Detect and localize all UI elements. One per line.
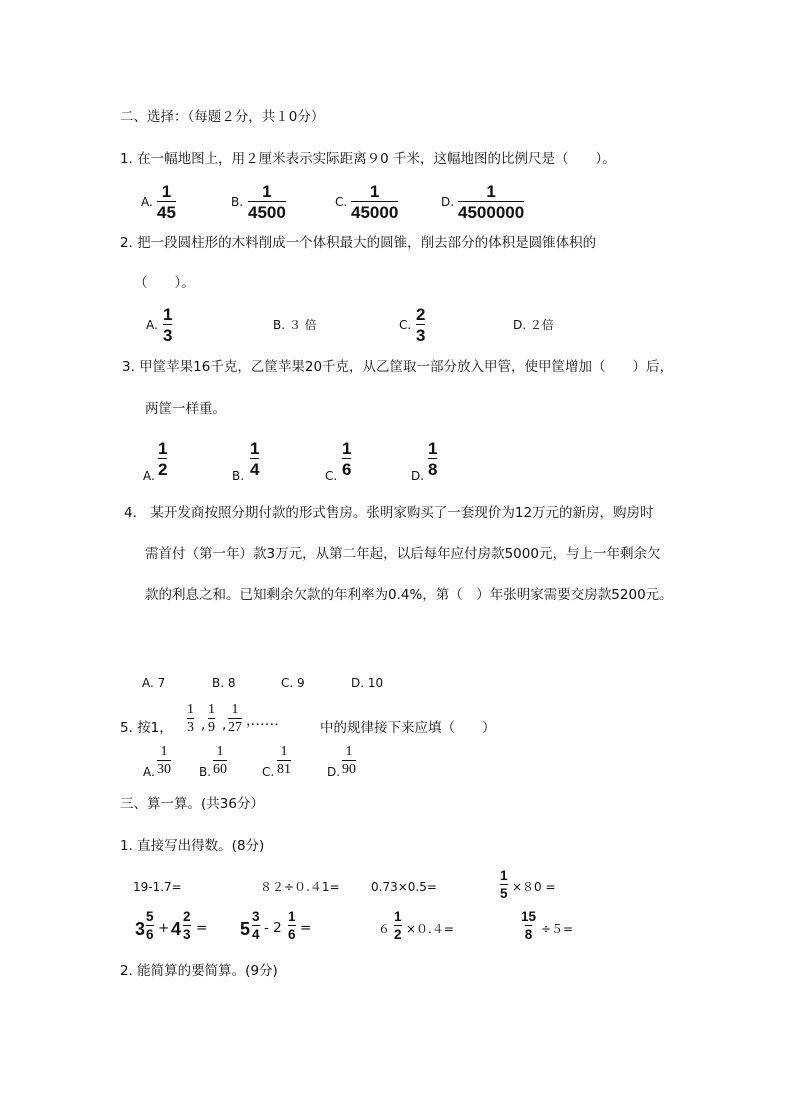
denominator: 2: [394, 926, 402, 942]
q2-option-c-label: C.: [399, 318, 412, 332]
expression-7-fraction: [393, 910, 403, 941]
question-3-stem-line-1: 3. 甲筐苹果16千克，乙筐苹果20千克，从乙筐取一部分放入甲管，使甲筐增加（ ）后，: [122, 359, 674, 375]
expression-5-equals: =: [196, 920, 208, 936]
q4-option-c: C. 9: [281, 676, 305, 690]
denominator: 45000: [351, 203, 399, 222]
numerator: 2: [416, 305, 426, 324]
q3-option-a-fraction: [157, 440, 168, 478]
numerator: 1: [231, 702, 239, 717]
denominator: 81: [277, 762, 291, 777]
expression-6-operator: - 2: [264, 920, 282, 936]
q4-option-b: B. 8: [212, 676, 236, 690]
q5-option-a-fraction: [157, 745, 171, 777]
expression-5-whole-1: 3: [135, 919, 146, 939]
denominator: 27: [228, 720, 242, 735]
denominator: 60: [213, 762, 227, 777]
expression-6-fraction-2: [287, 910, 297, 941]
question-5-stem-end: 中的规律接下来应填（ ）: [320, 720, 496, 736]
denominator: 4500: [248, 203, 286, 222]
denominator: 2: [158, 460, 168, 479]
q5-option-d-label: D.: [327, 765, 341, 779]
q5-option-d-fraction: [342, 745, 356, 777]
q1-option-b-fraction: [248, 183, 286, 221]
q2-option-b: B. ３ 倍: [273, 318, 317, 332]
numerator: 5: [146, 909, 154, 924]
expression-4-tail: ×８0 =: [512, 880, 556, 894]
numerator: 1: [208, 702, 215, 717]
q3-option-c-fraction: [341, 440, 352, 478]
q1-option-a-fraction: [157, 183, 176, 221]
numerator: 1: [250, 439, 260, 458]
sequence-separator: ,: [222, 717, 227, 733]
expression-2: ８２÷０.４1=: [260, 880, 340, 894]
denominator: 3: [187, 720, 194, 735]
expression-5-fraction-2: [182, 910, 192, 941]
numerator: 1: [500, 868, 508, 883]
section-3-heading: 三、算一算。(共36分）: [120, 796, 264, 812]
denominator: 3: [163, 326, 173, 345]
expression-7-whole: ６: [378, 922, 391, 936]
q2-option-c-fraction: [415, 306, 426, 344]
question-4-stem-line-3: 款的利息之和。已知剩余欠款的年利率为0.4%，第（ ）年张明家需要交房款5200元。: [145, 587, 673, 603]
denominator: 5: [500, 885, 508, 901]
numerator: 1: [160, 744, 168, 759]
q5-option-b-fraction: [213, 745, 227, 777]
q1-option-d-fraction: [458, 183, 524, 221]
q2-option-a-fraction: [162, 306, 173, 344]
part-1-title: 1. 直接写出得数。(8分): [120, 838, 265, 854]
q5-option-a-label: A.: [143, 765, 155, 779]
denominator: 8: [428, 460, 438, 479]
sequence-term-2: [207, 703, 216, 735]
question-2-stem-line-2: （ ）。: [134, 275, 195, 291]
expression-5-whole-2: 4: [171, 919, 182, 939]
q3-option-b-label: B.: [232, 469, 245, 483]
q5-option-c-fraction: [277, 745, 291, 777]
denominator: 3: [416, 326, 426, 345]
sequence-separator: ,: [201, 717, 206, 733]
sequence-ellipsis: ，．．．．．．: [246, 713, 286, 729]
section-2-heading: 二、选择：（每题２分，共１0分）: [120, 109, 325, 125]
part-2-title: 2. 能简算的要简算。(9分): [120, 963, 278, 979]
q1-option-d-label: D.: [441, 195, 455, 209]
expression-8-fraction: [520, 910, 537, 941]
denominator: 8: [524, 926, 533, 942]
q5-option-c-label: C.: [262, 765, 275, 779]
question-3-stem-line-2: 两筐一样重。: [145, 401, 226, 417]
q1-option-b-label: B.: [231, 195, 244, 209]
q4-option-d: D. 10: [351, 676, 384, 690]
denominator: 6: [146, 926, 154, 942]
numerator: 1: [158, 439, 168, 458]
numerator: 1: [342, 439, 352, 458]
question-1-stem: 1. 在一幅地图上，用２厘米表示实际距离９0 千米，这幅地图的比例尺是（ ）。: [120, 151, 616, 167]
q1-option-c-label: C.: [335, 195, 348, 209]
sequence-term-1: [186, 703, 195, 735]
expression-1: 19-1.7=: [133, 880, 182, 894]
denominator: 3: [183, 926, 191, 942]
expression-3: 0.73×0.5=: [371, 880, 437, 894]
q4-option-a: A. 7: [142, 676, 166, 690]
denominator: 6: [342, 460, 352, 479]
numerator: 1: [161, 182, 172, 201]
question-4-stem-line-1: 4. 某开发商按照分期付款的形式售房。张明家购买了一套现价为12万元的新房，购房时: [124, 505, 654, 521]
numerator: 1: [216, 744, 224, 759]
q3-option-d-fraction: [427, 440, 438, 478]
numerator: 1: [288, 909, 296, 924]
numerator: 1: [262, 182, 272, 201]
expression-6-fraction-1: [251, 910, 261, 941]
numerator: 1: [163, 305, 173, 324]
denominator: 90: [342, 762, 356, 777]
expression-7-tail: ×０.４=: [406, 922, 454, 936]
numerator: 1: [345, 744, 353, 759]
q3-option-c-label: C.: [325, 469, 338, 483]
expression-6-equals: =: [300, 920, 312, 936]
numerator: 1: [428, 439, 438, 458]
numerator: 2: [183, 909, 191, 924]
denominator: 9: [208, 720, 215, 735]
q3-option-d-label: D.: [411, 469, 425, 483]
question-5-stem-start: 5. 按1，: [120, 720, 173, 736]
sequence-term-3: [228, 703, 242, 735]
denominator: 4: [252, 926, 260, 942]
denominator: 4500000: [458, 203, 525, 222]
denominator: 30: [157, 762, 171, 777]
question-2-stem-line-1: 2. 把一段圆柱形的木料削成一个体积最大的圆锥，削去部分的体积是圆锥体积的: [120, 235, 597, 251]
expression-5-fraction-1: [145, 910, 155, 941]
expression-6-whole-1: 5: [240, 919, 251, 939]
q5-option-b-label: B.: [199, 765, 212, 779]
q2-option-a-label: A.: [146, 318, 158, 332]
expression-5-operator: +: [158, 920, 170, 936]
denominator: 6: [288, 926, 296, 942]
q3-option-b-fraction: [249, 440, 260, 478]
q3-option-a-label: A.: [143, 469, 155, 483]
denominator: 4: [250, 460, 260, 479]
numerator: 15: [521, 909, 537, 924]
q2-option-d: D. ２倍: [513, 318, 554, 332]
numerator: 1: [394, 909, 402, 924]
numerator: 1: [486, 182, 496, 201]
expression-4-fraction: [499, 869, 509, 900]
q1-option-a-label: A.: [141, 195, 153, 209]
numerator: 1: [369, 182, 380, 201]
numerator: 1: [280, 744, 288, 759]
numerator: 3: [252, 909, 260, 924]
q1-option-c-fraction: [351, 183, 398, 221]
numerator: 1: [187, 702, 194, 717]
question-4-stem-line-2: 需首付（第一年）款3万元，从第二年起，以后每年应付房款5000元，与上一年剩余欠: [145, 546, 661, 562]
denominator: 45: [157, 203, 176, 222]
expression-8-tail: ÷５=: [541, 922, 574, 936]
